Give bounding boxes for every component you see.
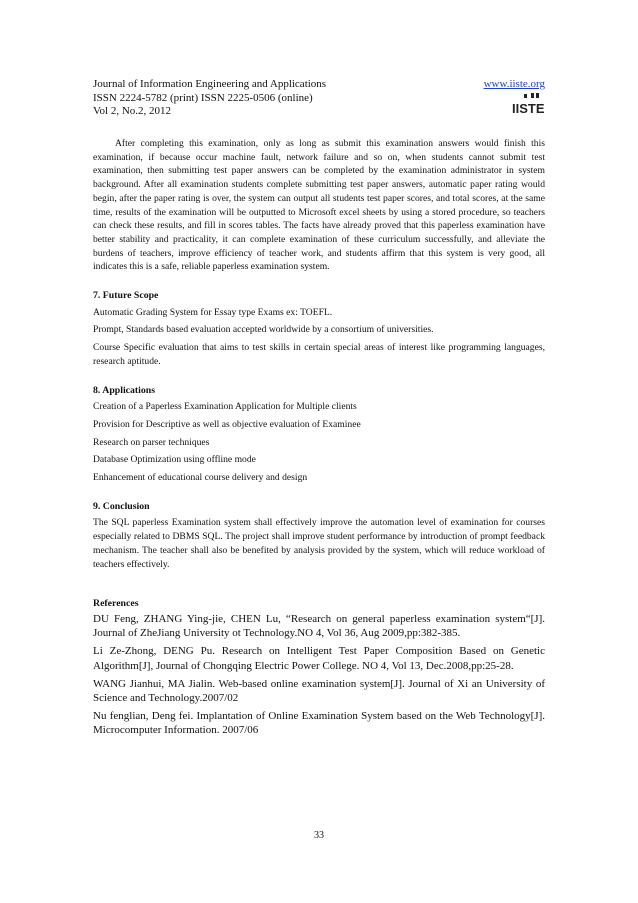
reference-item: Li Ze-Zhong, DENG Pu. Research on Intelligent Test Paper Composition Based on Genetic Algorithm[J], Journal of Chongqing Electric Power College. NO 4, Vol 13, Dec.2008,pp:25-28.	[93, 645, 545, 672]
page-header	[93, 78, 545, 119]
issn-line: ISSN 2224-5782 (print) ISSN 2225-0506 (online)	[93, 91, 313, 104]
iiste-logo-icon	[511, 93, 545, 115]
conclusion-section	[93, 500, 545, 572]
applications-item: Creation of a Paperless Examination Application for Multiple clients	[93, 401, 357, 413]
page-number: 33	[314, 830, 324, 841]
future-scope-item: Automatic Grading System for Essay type Exams ex: TOEFL.	[93, 306, 333, 318]
journal-name: Journal of Information Engineering and Applications	[93, 78, 327, 90]
reference-item: WANG Jianhui, MA Jialin. Web-based online examination system[J]. Journal of Xi an University of Science and Technology.2007/02	[93, 677, 545, 705]
svg-text:IISTE: IISTE	[512, 101, 545, 115]
reference-item: Nu fenglian, Deng fei. Implantation of Online Examination System based on the Web Technology[J]. Microcomputer Information. 2007/06	[93, 710, 545, 737]
applications-section	[93, 384, 545, 485]
main-content	[93, 137, 545, 571]
reference-item: DU Feng, ZHANG Ying-jie, CHEN Lu, “Research on general paperless examination system“[J]. Journal of ZheJiang University ot Technology.NO 4, Vol 36, Aug 2009,pp:382-385.	[93, 613, 545, 640]
applications-item: Research on parser techniques	[93, 436, 210, 448]
conclusion-heading: 9. Conclusion	[93, 500, 150, 512]
conclusion-paragraph: The SQL paperless Examination system shall effectively improve the automation level of examination for courses especially related to DBMS SQL. The project shall improve student performance by introduction of prompt feedback mechanism. The teacher shall also be benefited by analysis provided by the system, which will reduce workload of teachers effectively.	[93, 517, 545, 570]
applications-item: Provision for Descriptive as well as objective evaluation of Examinee	[93, 418, 361, 430]
volume-line: Vol 2, No.2, 2012	[93, 105, 172, 117]
applications-item: Database Optimization using offline mode	[93, 454, 256, 466]
journal-url-link[interactable]: www.iiste.org	[483, 78, 545, 90]
applications-heading: 8. Applications	[93, 384, 156, 396]
future-scope-section	[93, 289, 545, 369]
future-scope-heading: 7. Future Scope	[93, 290, 159, 302]
references-heading: References	[93, 598, 139, 609]
applications-item: Enhancement of educational course delivery and design	[93, 472, 308, 484]
future-scope-item: Prompt, Standards based evaluation accepted worldwide by a consortium of universities.	[93, 324, 434, 336]
intro-paragraph: After completing this examination, only as long as submit this examination answers would finish this examination, if because occur machine fault, network failure and so on, when students cannot submit test examination, then submitting test paper answers can be completed by the examination administrator in system background. After all examination students complete submitting test paper answers, automatic paper rating would begin, after the paper rating is over, the system can output all students test paper scores, and total scores, at the same time, results of the examination will be outputted to Microsoft excel sheets by using a stored procedure, so teachers can check these results, and fill in scores tables. The facts have already proved that this paperless examination have better stability and practicality, it can complete examination of these curriculum successfully, and alleviate the burdens of teachers, improve efficiency of teacher work, and students affirm that this system is very good, all indicates this is a safe, reliable paperless examination system.	[93, 138, 545, 273]
future-scope-item: Course Specific evaluation that aims to test skills in certain special areas of interest like programming languages, research aptitude.	[93, 342, 545, 367]
references-section	[93, 598, 545, 742]
